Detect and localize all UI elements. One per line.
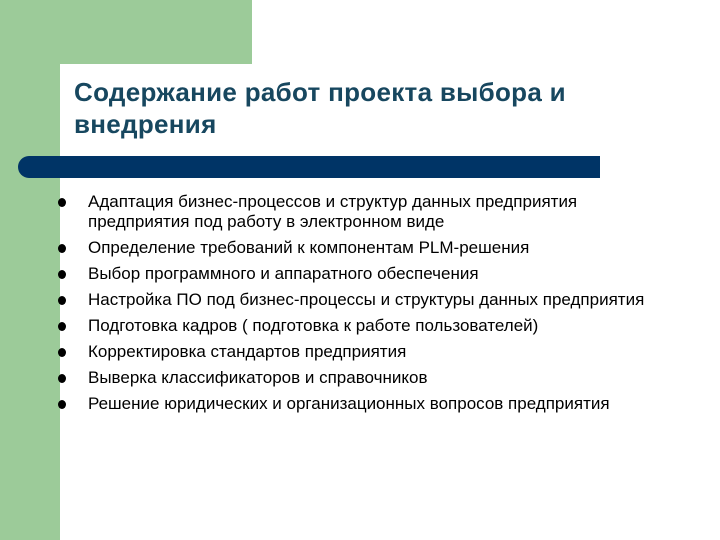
list-item: [58, 394, 678, 414]
list-item: [58, 192, 678, 232]
bullet-dot-icon: [58, 198, 66, 207]
list-item: [58, 368, 678, 388]
list-item-text: Адаптация бизнес-процессов и структур данных предприятия предприятия под работу в электронном виде: [88, 192, 578, 231]
bullet-dot-icon: [58, 244, 66, 253]
slide-title: Содержание работ проекта выбора и внедрения: [74, 77, 566, 139]
bullet-dot-icon: [58, 374, 66, 383]
decor-green-left-band: [0, 0, 60, 540]
list-item-text: Решение юридических и организационных вопросов предприятия: [88, 394, 610, 413]
bullet-dot-icon: [58, 322, 66, 331]
list-item-text: Подготовка кадров ( подготовка к работе пользователей): [88, 316, 539, 335]
list-item-text: Определение требований к компонентам PLM-решения: [88, 238, 530, 257]
bullet-dot-icon: [58, 270, 66, 279]
bullet-list: [58, 192, 678, 420]
list-item-text: Выбор программного и аппаратного обеспечения: [88, 264, 479, 283]
bullet-dot-icon: [58, 348, 66, 357]
list-item: [58, 264, 678, 284]
list-item-text: Корректировка стандартов предприятия: [88, 342, 407, 361]
list-item-text: Настройка ПО под бизнес-процессы и структуры данных предприятия: [88, 290, 645, 309]
list-item: [58, 342, 678, 362]
bullet-dot-icon: [58, 400, 66, 409]
list-item: [58, 238, 678, 258]
bullet-dot-icon: [58, 296, 66, 305]
list-item-text: Выверка классификаторов и справочников: [88, 368, 428, 387]
title-underline-bar: [18, 156, 600, 178]
list-item: [58, 290, 678, 310]
list-item: [58, 316, 678, 336]
